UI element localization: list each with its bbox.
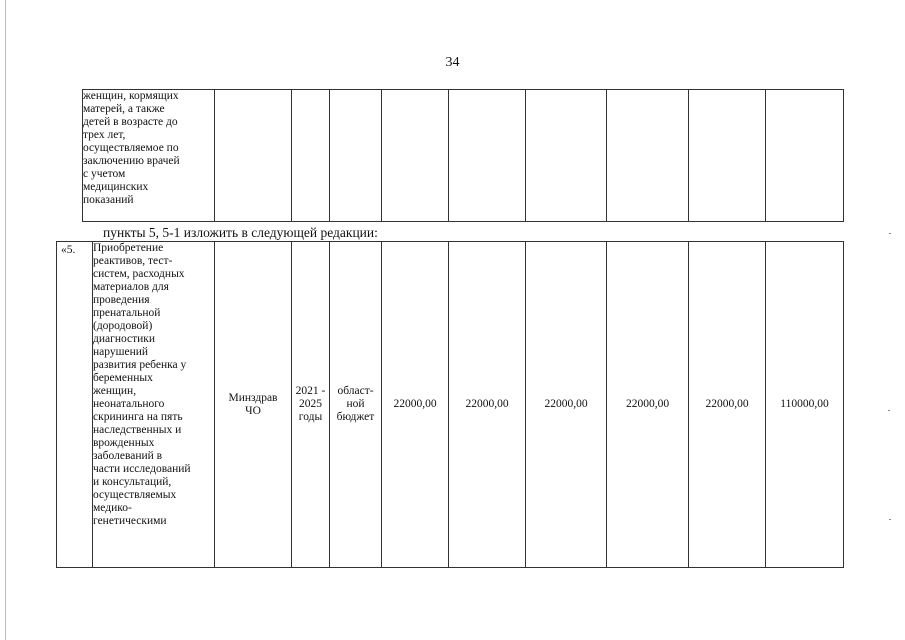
scan-speck xyxy=(889,519,891,520)
period-line: 2021 - xyxy=(295,385,326,397)
description-line: трех лет, xyxy=(83,129,126,141)
description-line: развития ребенка у xyxy=(93,359,187,371)
description-cell xyxy=(93,242,215,568)
executor-line: Минздрав xyxy=(228,391,278,404)
period-line: 2025 xyxy=(299,398,322,410)
empty-cell xyxy=(215,90,292,222)
description-line: детей в возрасте до xyxy=(83,116,178,128)
amount-cell: 22000,00 xyxy=(607,242,689,568)
funding-source-line: ной xyxy=(346,398,365,410)
description-line: наследственных и xyxy=(93,424,182,436)
empty-cell xyxy=(382,90,449,222)
empty-cell xyxy=(330,90,382,222)
page-left-edge xyxy=(5,0,6,640)
description-line: медицинских xyxy=(83,181,149,193)
description-line: беременных xyxy=(93,372,153,384)
description-line: систем, расходных xyxy=(93,268,185,280)
description-line: и консультаций, xyxy=(93,476,172,488)
description-line: (дородовой) xyxy=(93,320,153,332)
period-line: годы xyxy=(298,411,323,423)
empty-cell xyxy=(766,90,844,222)
description-line: реактивов, тест- xyxy=(93,255,173,267)
description-line: нарушений xyxy=(93,346,149,358)
empty-cell xyxy=(689,90,766,222)
scan-speck xyxy=(888,410,890,411)
executor-line: ЧО xyxy=(245,404,261,417)
description-line: диагностики xyxy=(93,333,156,345)
description-line: показаний xyxy=(83,194,134,206)
description-line: пренатальной xyxy=(93,307,161,319)
description-line: Приобретение xyxy=(93,242,164,254)
empty-cell xyxy=(449,90,526,222)
item-number: «5. xyxy=(57,242,93,568)
empty-cell xyxy=(526,90,607,222)
amount-cell: 22000,00 xyxy=(526,242,607,568)
funding-source-cell xyxy=(330,242,382,568)
description-line: осуществляемое по xyxy=(83,142,179,154)
table-row xyxy=(83,90,844,222)
total-amount-cell: 110000,00 xyxy=(766,242,844,568)
funding-source-line: област- xyxy=(337,385,374,397)
description-line: скрининга на пять xyxy=(93,411,183,423)
description-line: неонатального xyxy=(93,398,165,410)
description-line: генетическими xyxy=(93,515,167,527)
period-cell xyxy=(292,242,330,568)
description-line: заключению врачей xyxy=(83,155,180,167)
amendment-instruction: пункты 5, 5-1 изложить в следующей редакции: xyxy=(103,225,378,240)
description-line: врожденных xyxy=(93,437,155,449)
funding-source-line: бюджет xyxy=(336,411,375,423)
description-line: медико- xyxy=(93,502,132,514)
amount-cell: 22000,00 xyxy=(689,242,766,568)
description-line: материалов для xyxy=(93,281,169,293)
table-row xyxy=(57,242,844,568)
table-top-continuation xyxy=(82,89,844,222)
description-line: женщин, xyxy=(93,385,137,397)
empty-cell xyxy=(607,90,689,222)
amount-cell: 22000,00 xyxy=(382,242,449,568)
scan-speck xyxy=(889,233,891,234)
description-line: женщин, кормящих xyxy=(83,90,179,102)
description-line: проведения xyxy=(93,294,150,306)
description-line: части исследований xyxy=(93,463,191,475)
description-line: матерей, а также xyxy=(83,103,165,115)
table-item-5 xyxy=(56,241,844,568)
page-number: 34 xyxy=(445,55,460,70)
description-cell xyxy=(83,90,215,222)
description-line: заболеваний в xyxy=(93,450,163,462)
empty-cell xyxy=(292,90,330,222)
amount-cell: 22000,00 xyxy=(449,242,526,568)
description-line: осуществляемых xyxy=(93,489,177,501)
executor-cell xyxy=(215,242,292,568)
description-line: с учетом xyxy=(83,168,126,180)
